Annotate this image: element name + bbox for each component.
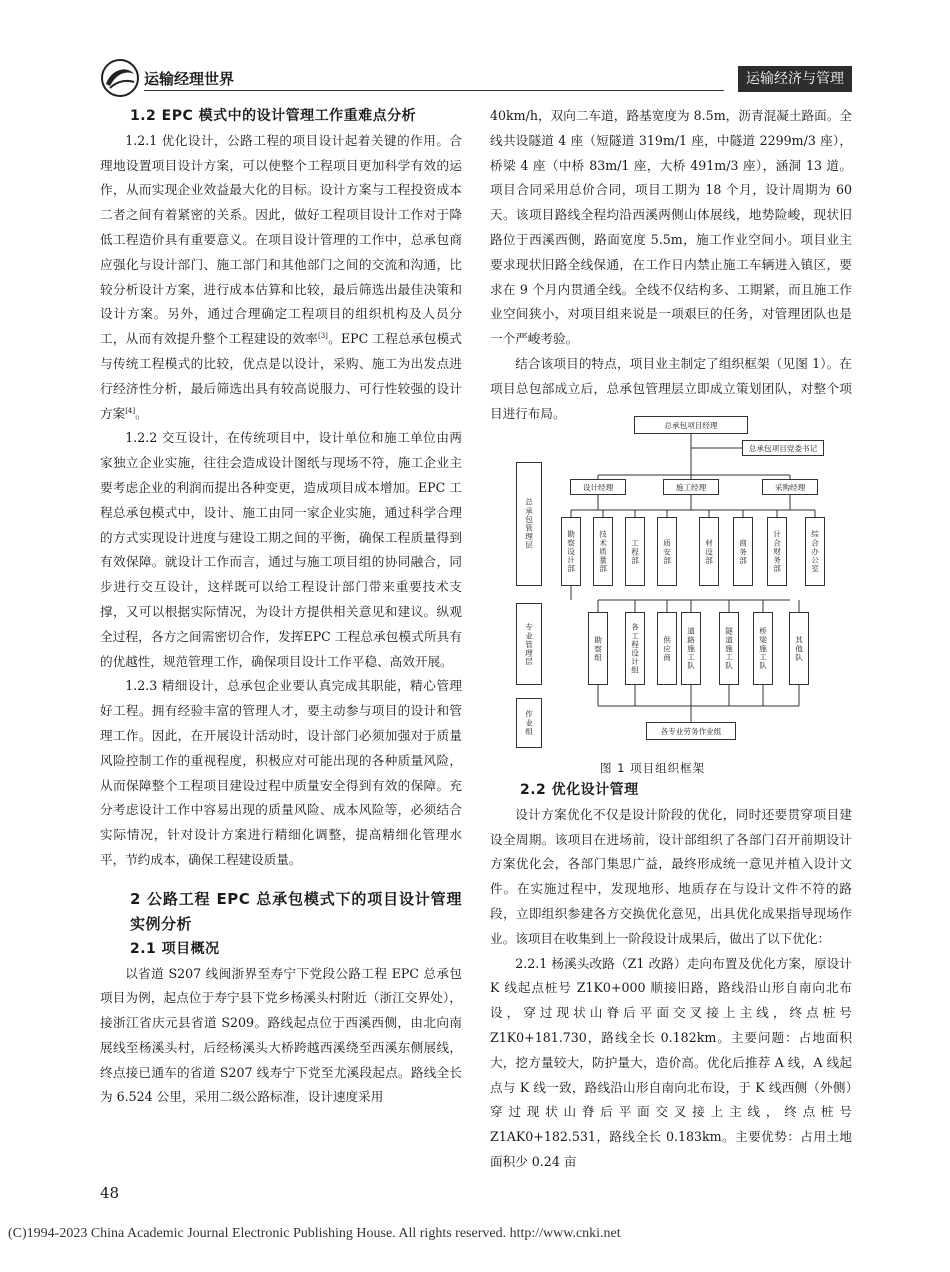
org-chart (514, 410, 826, 750)
box-dept: 综合办公室 (805, 517, 825, 586)
box-team: 隧道施工队 (719, 612, 739, 685)
para-1-2-1: 1.2.1 优化设计，公路工程的项目设计起着关键的作用。合理地设置项目设计方案，可以使整个工程项目更加科学有效的运作，从而实现企业效益最大化的目标。设计方案与工程投资成本二者之间有着紧密的关系。因此，做好工程项目设计工作对于降低工程造价具有重要意义。在项目设计管理的工作中，总承包商应强化与设计部门、施工部门和其他部门之间的交流和沟通，比较分析设计方案，进行成本估算和比较，最后筛选出最佳决策和设计方案。另外，通过合理确定工程项目的组织机构及人员分工，从而有效提升整个工程建设的效率[3]。EPC 工程总承包模式与传统工程模式的比较，优点是以设计，采购、施工为出发点进行经济性分析，最后筛选出具有较高说服力、可行性较强的设计方案[4]。 (100, 132, 462, 421)
layer-label-general: 总承包管理层 (516, 462, 542, 586)
figure-caption: 图 1 项目组织框架 (600, 761, 706, 775)
left-column (100, 104, 462, 1110)
para-1-2-3: 1.2.3 精细设计，总承包企业要认真完成其职能，精心管理好工程。拥有经验丰富的管理人才，要主动参与项目的设计和管理工作。因此，在开展设计活动时，设计部门必须加强对于质量风险控制工作的重视程度，积极应对可能出现的各种质量风险，从而保障整个工程项目建设过程中质量安全得到有效的保障。充分考虑设计工作中容易出现的质量风险、成本风险等，必须结合实际情况，针对设计方案进行精细化调整，提高精细化管理水平，节约成本，确保工程建设质量。 (100, 678, 462, 867)
box-team: 其他队 (789, 612, 809, 685)
para-org-intro: 结合该项目的特点，项目业主制定了组织框架（见图 1）。在项目总包部成立后，总承包管理层立即成立策划团队，对整个项目进行布局。 (490, 355, 852, 421)
box-dept: 计合财务部 (767, 517, 787, 586)
box-design-manager: 设计经理 (570, 479, 626, 495)
box-project-manager: 总承包项目经理 (634, 416, 748, 434)
para-2-1: 以省道 S207 线闽浙界至寿宁下党段公路工程 EPC 总承包项目为例，起点位于寿宁县下党乡杨溪头村附近（浙江交界处），接浙江省庆元县省道 S209。路线起点位于西溪西侧，由北向南展线至杨溪头村，后经杨溪头大桥跨越西溪绕至西溪东侧展线，终点接已通车的省道 S207 线寿宁下党至尤溪段起点。路线全长为 6.524 公里，采用二级公路标准，设计速度采用 (100, 965, 462, 1105)
box-dept: 工程部 (625, 517, 645, 586)
section-tag: 运输经济与管理 (738, 66, 852, 92)
copyright-footer: (C)1994-2023 China Academic Journal Electronic Publishing House. All rights reserved. http://www.cnki.net (8, 1226, 621, 1241)
header-rule (144, 90, 724, 91)
right-column-lower (490, 778, 852, 1175)
right-column (490, 104, 852, 426)
para-1-2-2: 1.2.2 交互设计，在传统项目中，设计单位和施工单位由两家独立企业实施，往往会造成设计图纸与现场不符，施工企业主要考虑企业的利润而提出各种变更，造成项目成本增加。EPC 工程总承包模式中，设计、施工由同一家企业实施，通过科学合理的方式实现设计进度与建设工期之间的平衡，确保工程质量得到有效保障。就设计工作而言，通过与施工项目组的协同融合，同步进行交互设计，这样既可以给工程设计部门带来重要技术支撑，又可以根据实际情况，为设计方提供相关意见和建议。纵观全过程，各方之间需密切合作，发挥EPC 工程总承包模式所具有的优越性，规范管理工作，确保项目设计工作平稳、高效开展。 (100, 430, 462, 669)
ref-3: [3] (317, 331, 328, 340)
layer-label-work: 作业组 (516, 698, 542, 748)
box-dept: 技术质量部 (593, 517, 613, 586)
box-team: 各工程设计组 (625, 612, 645, 685)
box-team: 勘察组 (588, 612, 608, 685)
box-party-secretary: 总承包项目党委书记 (742, 440, 824, 456)
box-procurement-manager: 采购经理 (762, 479, 818, 495)
box-labor-group: 各专业劳务作业组 (646, 722, 736, 740)
journal-logo-icon (100, 58, 140, 98)
heading-1-2: 1.2 EPC 模式中的设计管理工作重难点分析 (130, 108, 417, 124)
box-team: 桥梁施工队 (753, 612, 773, 685)
box-team: 供应商 (657, 612, 677, 685)
page-number: 48 (100, 1184, 120, 1202)
heading-2-1: 2.1 项目概况 (130, 940, 220, 957)
layer-label-professional: 专业管理层 (516, 603, 542, 685)
page-header (100, 58, 852, 98)
para-project-cont: 40km/h，双向二车道，路基宽度为 8.5m，沥青混凝土路面。全线共设隧道 4 座（短隧道 319m/1 座，中隧道 2299m/3 座），桥梁 4 座（中桥 83m/1 座，大桥 491m/3 座），涵洞 13 道。项目合同采用总价合同，项目工期为 18 个月，设计周期为 60 天。该项目路线全程均沿西溪两侧山体展线，地势险峻，现状旧路位于西溪西侧，路面宽度 5.5m，施工作业空间小。项目业主要求现状旧路全线保通，在工作日内禁止施工车辆进入镇区，要求在 9 个月内贯通全线。全线不仅结构多、工期紧，而且施工作业空间狭小，对项目组来说是一项艰巨的任务，对管理团队也是一个严峻考验。 (490, 108, 852, 347)
box-dept: 勘察设计部 (561, 517, 581, 586)
journal-name: 运输经理世界 (144, 70, 235, 88)
box-dept: 材设部 (699, 517, 719, 586)
box-dept: 商务部 (733, 517, 753, 586)
ref-4: [4] (125, 406, 136, 415)
box-dept: 质安部 (657, 517, 677, 586)
box-team: 道路施工队 (681, 612, 701, 685)
heading-2: 2 公路工程 EPC 总承包模式下的项目设计管理实例分析 (130, 889, 462, 933)
para-2-2-1: 2.2.1 杨溪头改路（Z1 改路）走向布置及优化方案，原设计 K 线起点桩号 Z1K0+000 顺接旧路，路线沿山形自南向北布设，穿过现状山脊后平面交叉接上主线，终点桩号 Z1K0+181.730，路线全长 0.182km。主要问题：占地面积大，挖方量较大，防护量大，造价高。优化后推荐 A 线，A 线起点与 K 线一致，路线沿山形自南向北布设，于 K 线西侧（外侧）穿过现状山脊后平面交叉接上主线，终点桩号 Z1AK0+182.531，路线全长 0.183km。主要优势：占用土地面积少 0.24 亩 (490, 955, 852, 1169)
heading-2-2: 2.2 优化设计管理 (520, 782, 639, 798)
para-2-2: 设计方案优化不仅是设计阶段的优化，同时还要贯穿项目建设全周期。该项目在进场前，设计部组织了各部门召开前期设计方案优化会，各部门集思广益，最终形成统一意见并植入设计文件。在实施过程中，发现地形、地质存在与设计文件不符的路段，立即组织参建各方交换优化意见，出具优化成果指导现场作业。该项目在收集到上一阶段设计成果后，做出了以下优化： (490, 806, 852, 946)
box-construction-manager: 施工经理 (663, 479, 719, 495)
